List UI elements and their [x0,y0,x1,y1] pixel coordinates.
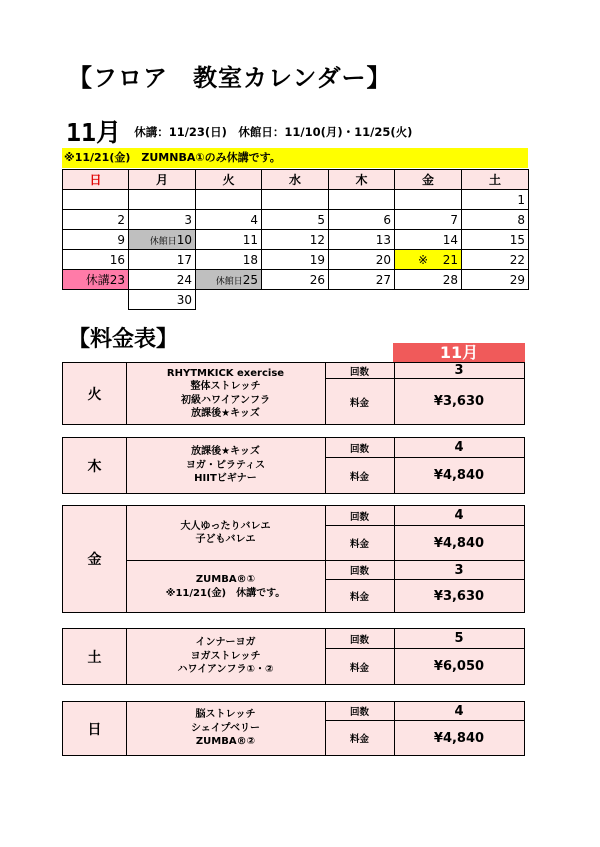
calendar-day: 7 [395,210,462,230]
calendar-day [395,190,462,210]
count-value: 4 [454,508,464,523]
weekday-thu: 木 [329,170,395,190]
fee-block-saturday [62,628,525,685]
class-list [126,363,326,424]
class-name: RHYTMKICK exercise [166,367,285,379]
calendar-day: 16 [63,250,129,270]
class-list [126,702,326,755]
calendar-day-empty [262,290,329,310]
calendar-day: 14 [395,230,462,250]
asterisk-mark: ※ [418,252,429,267]
count-label: 回数 [325,363,395,378]
calendar-table [62,169,529,310]
class-name: ZUMBA®② [195,736,256,748]
price-label: 料金 [325,648,395,684]
fee-day-label: 日 [63,702,127,755]
calendar-day: 1 [462,190,529,210]
class-name: 大人ゆったりバレエ [180,520,271,532]
price-value: ¥4,840 [394,457,524,493]
calendar-day: 9 [63,230,129,250]
calendar-day: 5 [262,210,329,230]
class-list [126,506,326,560]
price-value: ¥4,840 [394,525,524,560]
class-name: HIITビギナー [194,473,257,485]
fee-day-label: 金 [63,506,127,612]
weekday-sat: 土 [462,170,529,190]
class-name: インナーヨガ [195,637,256,649]
calendar-day: 26 [262,270,329,290]
calendar-day: 22 [462,250,529,270]
calendar-week-row [63,270,529,290]
fee-day-label: 火 [63,363,127,424]
price-label: 料金 [325,720,395,755]
count-label: 回数 [325,629,395,648]
calendar-day: 8 [462,210,529,230]
price-label: 料金 [325,378,395,424]
calendar-day: 28 [395,270,462,290]
calendar-week-row [63,250,529,270]
weekday-sun: 日 [63,170,129,190]
class-list [126,438,326,493]
class-name: 脳ストレッチ [195,709,256,721]
class-name: 放課後★キッズ [191,408,260,419]
calendar-day: 6 [329,210,395,230]
fee-table-title: 【料金表】 [68,327,179,352]
closure-info: 休講：11/23(日) 休館日：11/10(月)・11/25(火) [134,125,413,139]
calendar-day: 13 [329,230,395,250]
calendar-day-empty [462,290,529,310]
calendar-weekday-row [63,170,529,190]
fee-block-friday [62,505,525,613]
fee-block-thursday [62,437,525,494]
day-number: 25 [242,272,258,287]
calendar-day-empty [395,290,462,310]
count-value: 5 [454,631,464,646]
price-label: 料金 [325,457,395,493]
price-value: ¥4,840 [394,720,524,755]
price-value: ¥6,050 [394,648,524,684]
closed-note: 休館日 [149,236,177,247]
class-name: ヨガストレッチ [190,650,261,662]
class-name: ZUMBA®① [195,574,256,585]
weekday-mon: 月 [129,170,196,190]
calendar-day: 12 [262,230,329,250]
day-number: 10 [176,232,192,247]
class-name: シェイプベリー [190,722,261,734]
calendar-day: 27 [329,270,395,290]
day-number: 21 [442,252,458,267]
class-name: ※11/21(金) 休講です。 [165,587,286,599]
count-value: 3 [454,562,464,578]
calendar-day: 24 [129,270,196,290]
weekday-tue: 火 [196,170,262,190]
calendar-day: 11 [196,230,262,250]
class-name: ヨガ・ピラティス [185,459,266,471]
price-label: 料金 [325,525,395,560]
page-title: 【フロア 教室カレンダー】 [68,64,392,92]
price-value: ¥3,630 [394,378,524,424]
count-label: 回数 [325,561,395,579]
calendar-day: 3 [129,210,196,230]
class-list [126,629,326,684]
fee-day-label: 土 [63,629,127,684]
fee-block-tuesday [62,362,525,425]
calendar-day: 30 [129,290,196,310]
price-label: 料金 [325,579,395,612]
month-label: 11月 [66,118,122,147]
calendar-day: 19 [262,250,329,270]
count-label: 回数 [325,506,395,525]
calendar-day-empty [196,290,262,310]
calendar-week-row [63,190,529,210]
count-label: 回数 [325,438,395,457]
month-header [66,113,413,147]
count-value: 4 [454,703,464,719]
weekday-fri: 金 [395,170,462,190]
calendar-day [63,190,129,210]
calendar-day: 18 [196,250,262,270]
calendar-day-highlight [395,250,462,270]
fee-month-badge: 11月 [393,343,525,362]
closed-note: 休館日 [215,276,243,287]
notice-banner: ※11/21(金) ZUMNBA①のみ休講です。 [62,148,528,168]
class-name: 整体ストレッチ [190,381,261,392]
class-name: 放課後★キッズ [191,446,260,458]
calendar-day: 20 [329,250,395,270]
calendar-day-empty [329,290,395,310]
calendar-week-row [63,230,529,250]
fee-block-sunday [62,701,525,756]
calendar-day: 17 [129,250,196,270]
weekday-wed: 水 [262,170,329,190]
fee-day-label: 木 [63,438,127,493]
calendar-day: 15 [462,230,529,250]
price-value: ¥3,630 [394,579,524,612]
class-name: 子どもバレエ [195,534,256,545]
calendar-week-row [63,210,529,230]
calendar-day-cancelled: 休講23 [63,270,129,290]
calendar-day [262,190,329,210]
class-name: ハワイアンフラ①・② [177,664,274,676]
count-value: 4 [454,440,464,455]
calendar-day [129,190,196,210]
calendar-day: 29 [462,270,529,290]
calendar-day [196,190,262,210]
count-label: 回数 [325,702,395,720]
calendar-day: 2 [63,210,129,230]
calendar-day [329,190,395,210]
calendar-week-row [63,290,529,310]
calendar-day-closed [196,270,262,290]
count-value: 3 [454,363,464,378]
calendar-day-empty [63,290,129,310]
calendar-day-closed [129,230,196,250]
class-name: 初級ハワイアンフラ [181,394,270,406]
class-list [126,561,326,612]
calendar-day: 4 [196,210,262,230]
